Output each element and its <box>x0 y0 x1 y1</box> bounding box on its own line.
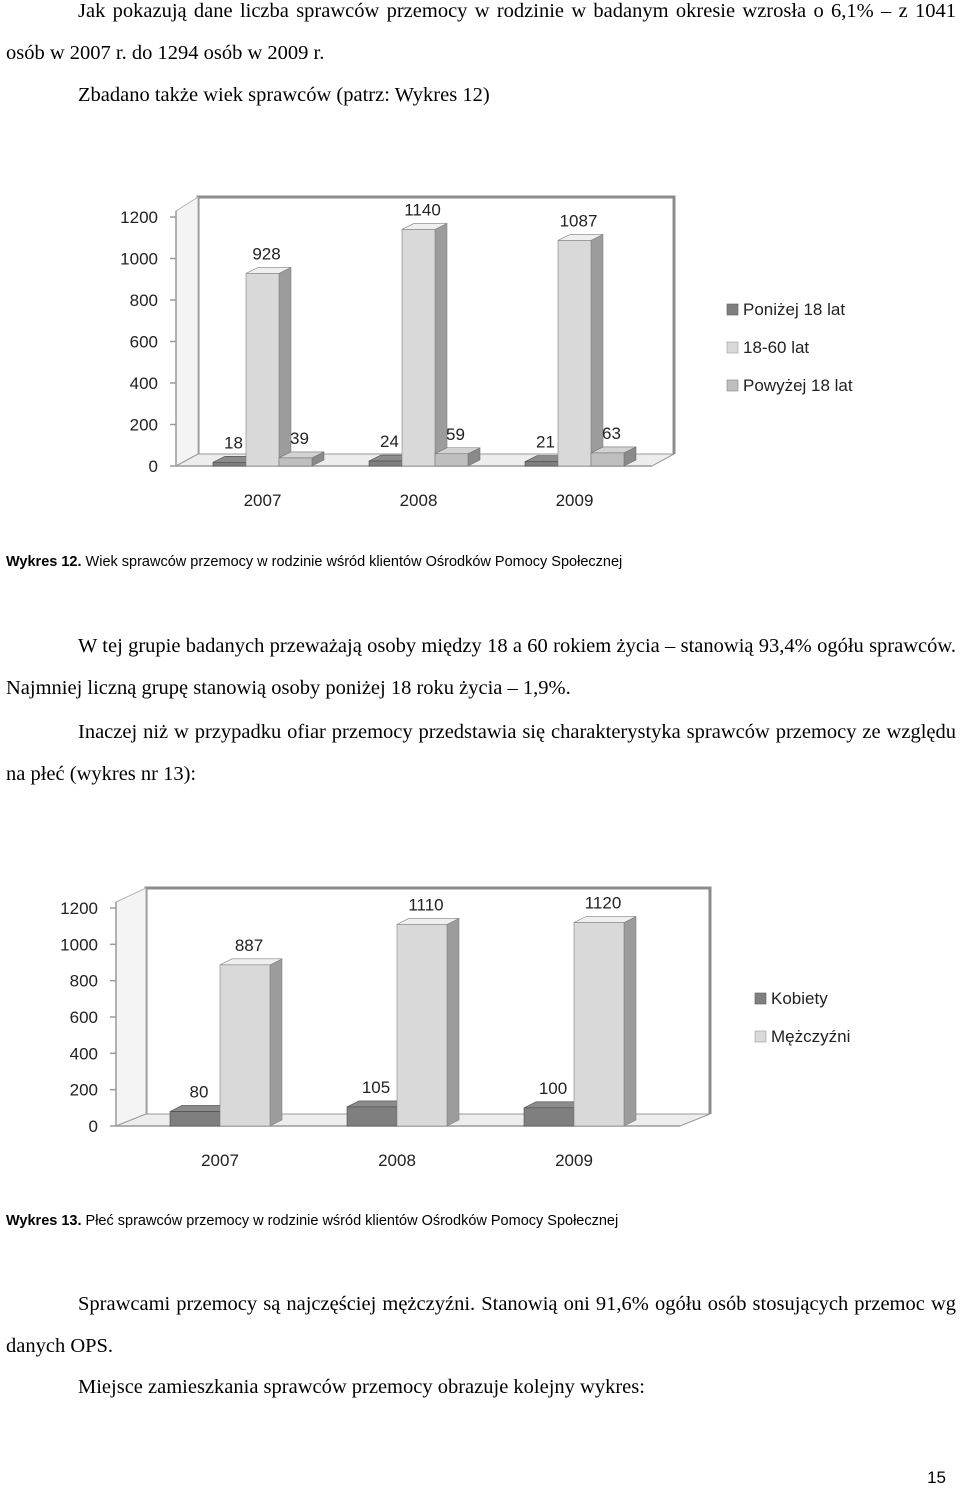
bar-data-label: 1087 <box>559 211 598 231</box>
caption-text: Wiek sprawców przemocy w rodzinie wśród klientów Ośrodków Pomocy Społecznej <box>81 554 623 570</box>
page-number: 15 <box>927 1468 946 1487</box>
chart-y-tick-label: 200 <box>69 1080 98 1100</box>
chart-y-tick-label: 400 <box>129 374 158 393</box>
chart-category-label: 2008 <box>378 1151 416 1170</box>
bar-side <box>624 917 636 1126</box>
bar-data-label: 1110 <box>408 895 444 915</box>
bar-data-label: 1140 <box>404 200 441 220</box>
bar-data-label: 59 <box>446 424 465 444</box>
chart-category-label: 2007 <box>201 1151 239 1170</box>
legend-label: 18-60 lat <box>743 338 810 357</box>
outro-paragraph-2: Miejsce zamieszkania sprawców przemocy obrazuje kolejny wykres: <box>78 1376 645 1398</box>
bar-data-label: 24 <box>380 432 399 452</box>
chart-y-tick-label: 1000 <box>60 935 98 955</box>
legend-label: Powyżej 18 lat <box>743 376 853 395</box>
chart-y-tick-label: 1200 <box>60 899 98 918</box>
chart-y-tick-label: 600 <box>129 332 158 352</box>
legend-label: Kobiety <box>771 989 828 1008</box>
chart-y-tick-label: 1200 <box>120 208 158 227</box>
legend-label: Mężczyźni <box>771 1027 851 1046</box>
intro-paragraph-2: Zbadano także wiek sprawców (patrz: Wykres 12) <box>78 84 490 106</box>
chart-y-tick-label: 800 <box>69 971 98 991</box>
legend-swatch <box>755 1031 766 1042</box>
chart-category-label: 2009 <box>555 1151 593 1170</box>
chart-y-tick-label: 600 <box>69 1008 98 1027</box>
bar <box>220 965 270 1126</box>
bar <box>170 1111 220 1126</box>
bar-data-label: 18 <box>224 433 243 453</box>
bar-data-label: 105 <box>361 1077 391 1097</box>
legend-swatch <box>755 993 766 1004</box>
bar <box>524 1108 574 1126</box>
bar <box>347 1107 397 1126</box>
bar <box>574 923 624 1126</box>
caption-label: Wykres 13. <box>6 1213 82 1229</box>
bar-data-label: 100 <box>538 1078 568 1098</box>
bar-side <box>270 959 282 1126</box>
chart-y-tick-label: 800 <box>129 291 158 310</box>
outro-paragraph-1: Sprawcami przemocy są najczęściej mężczyźni. Stanowią oni 91,6% ogółu osób stosujących przemoc wg danych OPS. <box>6 1293 956 1357</box>
chart-y-tick-label: 0 <box>148 457 158 476</box>
chart-category-label: 2008 <box>399 491 438 510</box>
middle-paragraph-1: W tej grupie badanych przeważają osoby między 18 a 60 rokiem życia – stanowią 93,4% ogółu sprawców. Najmniej liczną grupę stanowią osoby poniżej 18 roku życia – 1,9%. <box>6 635 956 699</box>
chart-category-label: 2007 <box>243 491 282 510</box>
chart-y-tick-label: 400 <box>69 1044 98 1064</box>
middle-paragraph-2: Inaczej niż w przypadku ofiar przemocy przedstawia się charakterystyka sprawców przemocy ze względu na płeć (wykres nr 13): <box>6 721 956 785</box>
chart-y-tick-label: 200 <box>129 415 158 435</box>
caption-text: Płeć sprawców przemocy w rodzinie wśród klientów Ośrodków Pomocy Społecznej <box>81 1213 619 1229</box>
chart-y-tick-label: 0 <box>88 1117 98 1136</box>
bar-data-label: 928 <box>252 244 281 264</box>
chart-category-label: 2009 <box>555 491 594 510</box>
caption-label: Wykres 12. <box>6 554 82 570</box>
chart-side-wall <box>116 888 146 1126</box>
bar-side <box>447 918 459 1126</box>
bar-data-label: 80 <box>189 1082 209 1102</box>
chart-y-tick-label: 1000 <box>120 249 158 269</box>
chart-13-caption <box>6 1213 618 1229</box>
bar-data-label: 39 <box>290 428 309 448</box>
bar-data-label: 887 <box>234 935 264 955</box>
legend-label: Poniżej 18 lat <box>743 300 846 319</box>
bar-data-label: 21 <box>536 432 555 452</box>
bar <box>397 924 447 1126</box>
bar-data-label: 63 <box>602 423 621 443</box>
intro-paragraph: Jak pokazują dane liczba sprawców przemocy w rodzinie w badanym okresie wzrosła o 6,1% – z 1041 osób w 2007 r. do 1294 osób w 2009 r. <box>6 0 956 64</box>
bar-data-label: 1120 <box>584 893 622 913</box>
